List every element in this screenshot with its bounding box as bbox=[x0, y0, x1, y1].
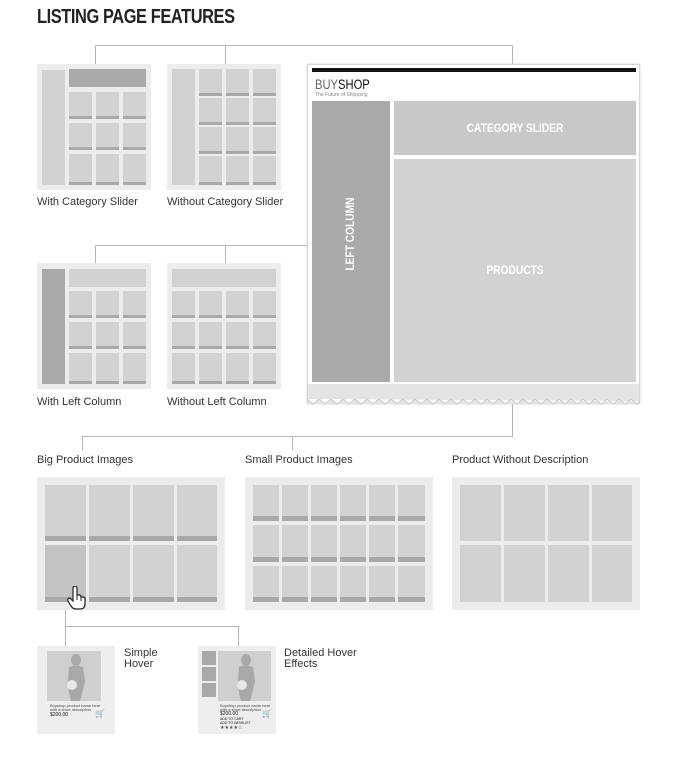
connector-line bbox=[95, 245, 313, 246]
products-label: PRODUCTS bbox=[486, 263, 544, 277]
product-cell bbox=[253, 156, 276, 185]
product-cell bbox=[592, 485, 632, 541]
category-slider-block bbox=[172, 269, 276, 287]
model-silhouette-icon bbox=[218, 651, 271, 701]
add-to-wishlist-link[interactable]: ADD TO WISHLIST bbox=[220, 721, 251, 725]
panel-product-without-description[interactable] bbox=[452, 477, 640, 610]
product-cell bbox=[398, 566, 425, 602]
product-cell bbox=[253, 566, 279, 602]
product-cell bbox=[282, 525, 308, 562]
connector-line bbox=[292, 436, 293, 450]
card-simple-hover[interactable] bbox=[37, 646, 115, 734]
card-detailed-hover[interactable] bbox=[198, 646, 276, 734]
caption-small-product-images: Small Product Images bbox=[245, 454, 353, 466]
thumb-without-category-slider[interactable] bbox=[167, 64, 281, 190]
thumbnail-strip bbox=[202, 651, 216, 665]
product-desc-line2: with a short description bbox=[220, 707, 261, 712]
product-desc-line1: Buyshop product name here bbox=[220, 703, 271, 708]
category-slider-block bbox=[69, 69, 146, 87]
caption-big-product-images: Big Product Images bbox=[37, 454, 133, 466]
product-cell bbox=[253, 322, 276, 349]
product-cell bbox=[253, 98, 276, 125]
panel-small-product-images[interactable] bbox=[245, 477, 433, 610]
main-layout-wireframe bbox=[307, 64, 640, 404]
product-price: $200.00 bbox=[50, 712, 69, 718]
logo-shop: SHOP bbox=[338, 76, 370, 92]
product-cell bbox=[96, 123, 119, 150]
product-cell bbox=[504, 545, 545, 602]
product-price: $200.00 bbox=[220, 711, 239, 717]
product-cell bbox=[340, 525, 366, 562]
add-to-cart-link[interactable]: ADD TO CART bbox=[220, 717, 244, 721]
thumb-with-category-slider[interactable] bbox=[37, 64, 151, 190]
product-cell bbox=[253, 485, 279, 521]
product-cell bbox=[69, 353, 92, 384]
product-cell bbox=[282, 566, 308, 602]
product-cell bbox=[504, 485, 545, 541]
product-cell bbox=[340, 485, 366, 521]
product-cell bbox=[311, 485, 337, 521]
caption-simple-hover-2: Hover bbox=[124, 658, 154, 670]
thumbnail-strip bbox=[202, 683, 216, 697]
product-cell bbox=[460, 545, 501, 602]
product-cell bbox=[96, 353, 119, 384]
product-cell bbox=[123, 353, 146, 384]
product-cell bbox=[548, 545, 589, 602]
product-image bbox=[47, 651, 101, 701]
product-cell bbox=[311, 525, 337, 562]
left-column-label: LEFT COLUMN bbox=[343, 197, 357, 271]
product-cell bbox=[369, 566, 395, 602]
product-cell bbox=[199, 322, 222, 349]
caption-simple-hover-1: Simple bbox=[124, 647, 158, 659]
product-cell bbox=[226, 98, 249, 125]
product-cell bbox=[253, 353, 276, 384]
product-cell bbox=[69, 123, 92, 150]
product-cell bbox=[123, 291, 146, 318]
product-cell bbox=[199, 98, 222, 125]
product-cell bbox=[199, 353, 222, 384]
thumb-with-left-column[interactable] bbox=[37, 263, 151, 389]
product-cell bbox=[133, 545, 174, 602]
thumbnail-strip bbox=[202, 667, 216, 681]
product-cell bbox=[226, 322, 249, 349]
product-cell bbox=[253, 525, 279, 562]
hand-cursor-icon bbox=[67, 586, 87, 610]
product-cell bbox=[253, 69, 276, 96]
connector-line bbox=[95, 45, 96, 65]
product-cell bbox=[89, 485, 130, 541]
product-cell bbox=[398, 525, 425, 562]
product-cell bbox=[69, 92, 92, 119]
logo bbox=[315, 76, 370, 92]
product-cell bbox=[172, 322, 195, 349]
torn-edge bbox=[307, 395, 640, 405]
logo-tagline: The Future of Shopping bbox=[315, 92, 368, 98]
caption-product-without-description: Product Without Description bbox=[452, 454, 589, 466]
product-cell bbox=[123, 123, 146, 150]
product-cell bbox=[172, 353, 195, 384]
product-cell bbox=[311, 566, 337, 602]
left-column-block bbox=[172, 69, 195, 185]
category-slider-area bbox=[394, 101, 636, 155]
product-cell bbox=[226, 127, 249, 154]
top-black-bar bbox=[312, 68, 636, 72]
product-cell bbox=[123, 322, 146, 349]
product-cell bbox=[199, 127, 222, 154]
product-cell bbox=[253, 127, 276, 154]
product-cell bbox=[96, 154, 119, 185]
connector-line bbox=[65, 610, 66, 647]
connector-line bbox=[82, 436, 83, 450]
category-slider-label: CATEGORY SLIDER bbox=[466, 121, 564, 135]
caption-detailed-hover-2: Effects bbox=[284, 658, 318, 670]
caption-detailed-hover-1: Detailed Hover bbox=[284, 647, 357, 659]
product-cell bbox=[592, 545, 632, 602]
panel-big-product-images[interactable] bbox=[37, 477, 225, 610]
product-cell bbox=[69, 322, 92, 349]
caption-with-category-slider: With Category Slider bbox=[37, 196, 138, 208]
left-column-block bbox=[42, 269, 65, 384]
product-cell bbox=[226, 156, 249, 185]
connector-line bbox=[95, 245, 96, 263]
product-cell bbox=[123, 154, 146, 185]
product-cell bbox=[460, 485, 501, 541]
connector-line bbox=[95, 45, 513, 46]
category-slider-block bbox=[69, 269, 146, 287]
cart-icon: 🛒 bbox=[262, 709, 272, 718]
product-cell bbox=[398, 485, 425, 521]
product-image bbox=[218, 651, 271, 701]
product-cell bbox=[177, 485, 217, 541]
product-desc-line1: Buyshop product name here bbox=[50, 703, 101, 708]
connector-line bbox=[225, 245, 226, 263]
product-cell bbox=[89, 545, 130, 602]
product-cell bbox=[340, 566, 366, 602]
rating-stars: ★★★★☆ bbox=[220, 725, 243, 731]
product-cell bbox=[282, 485, 308, 521]
product-cell bbox=[226, 291, 249, 318]
product-cell bbox=[177, 545, 217, 602]
product-cell bbox=[253, 291, 276, 318]
product-cell bbox=[199, 69, 222, 96]
product-cell bbox=[199, 291, 222, 318]
product-cell bbox=[226, 353, 249, 384]
product-cell bbox=[96, 92, 119, 119]
product-cell bbox=[45, 485, 86, 541]
connector-line bbox=[65, 626, 238, 627]
caption-without-left-column: Without Left Column bbox=[167, 396, 267, 408]
products-area bbox=[394, 159, 636, 382]
product-desc-line2: with a short description bbox=[50, 707, 91, 712]
product-cell bbox=[369, 525, 395, 562]
product-cell bbox=[369, 485, 395, 521]
product-cell bbox=[96, 322, 119, 349]
product-cell bbox=[69, 154, 92, 185]
product-cell bbox=[133, 485, 174, 541]
caption-with-left-column: With Left Column bbox=[37, 396, 122, 408]
model-silhouette-icon bbox=[47, 651, 101, 701]
connector-line bbox=[238, 626, 239, 647]
left-column-block bbox=[42, 70, 65, 185]
connector-line bbox=[82, 436, 513, 437]
product-cell bbox=[199, 156, 222, 185]
product-cell bbox=[548, 485, 589, 541]
thumb-without-left-column[interactable] bbox=[167, 263, 281, 389]
caption-without-category-slider: Without Category Slider bbox=[167, 196, 284, 208]
page-title: LISTING PAGE FEATURES bbox=[37, 6, 235, 28]
connector-line bbox=[225, 45, 226, 65]
product-cell bbox=[69, 291, 92, 318]
product-cell bbox=[96, 291, 119, 318]
logo-buy: BUY bbox=[315, 76, 339, 92]
product-cell bbox=[123, 92, 146, 119]
cart-icon: 🛒 bbox=[95, 709, 105, 718]
product-cell bbox=[226, 69, 249, 96]
product-cell bbox=[172, 291, 195, 318]
left-column-area bbox=[312, 101, 390, 382]
